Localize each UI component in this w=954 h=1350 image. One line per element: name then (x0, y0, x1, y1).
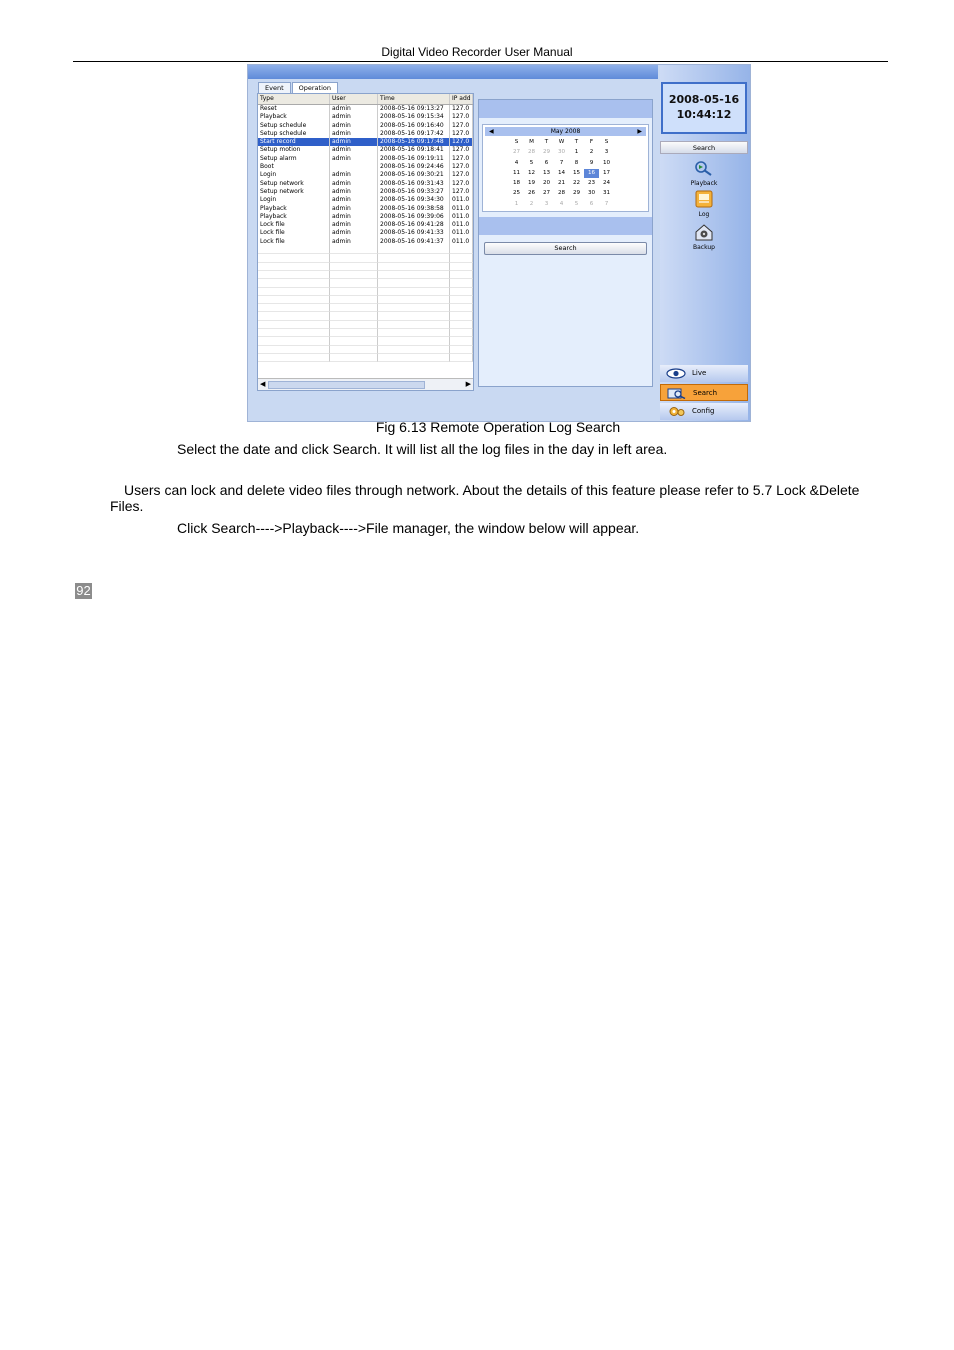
empty-row (258, 271, 473, 279)
empty-row (258, 304, 473, 312)
table-cell: Boot (258, 163, 330, 171)
table-cell (450, 296, 473, 304)
table-cell (378, 329, 450, 337)
calendar-day[interactable]: 28 (557, 190, 566, 197)
table-cell: Setup alarm (258, 155, 330, 163)
table-cell: Lock file (258, 229, 330, 237)
table-cell: 127.0 (450, 113, 473, 121)
side-item-playback[interactable] (660, 159, 748, 187)
table-cell: 011.0 (450, 229, 473, 237)
search-pane (478, 99, 653, 387)
nav-live[interactable] (660, 365, 748, 382)
table-cell: 127.0 (450, 130, 473, 138)
side-menu-title[interactable]: Search (660, 141, 748, 154)
weekday-label: S (514, 139, 519, 145)
calendar-day[interactable]: 27 (512, 149, 521, 156)
table-row[interactable] (258, 238, 473, 246)
table-cell: 2008-05-16 09:15:34 (378, 113, 450, 121)
empty-row (258, 337, 473, 345)
table-cell: 2008-05-16 09:34:30 (378, 196, 450, 204)
table-cell (378, 271, 450, 279)
col-type-header[interactable]: Type (258, 94, 330, 104)
weekday-label: F (589, 139, 594, 145)
table-cell (330, 354, 378, 362)
calendar-day[interactable]: 29 (542, 149, 551, 156)
table-cell: 2008-05-16 09:24:46 (378, 163, 450, 171)
table-cell: admin (330, 205, 378, 213)
empty-row (258, 346, 473, 354)
table-cell (330, 263, 378, 271)
table-cell (378, 263, 450, 271)
table-cell: admin (330, 180, 378, 188)
table-cell (450, 354, 473, 362)
table-cell (258, 346, 330, 354)
table-cell: 2008-05-16 09:17:42 (378, 130, 450, 138)
horizontal-scrollbar[interactable] (258, 378, 473, 390)
calendar-grid (509, 138, 648, 209)
col-ip-header[interactable]: IP add (450, 94, 473, 104)
calendar-day[interactable]: 26 (527, 190, 536, 197)
table-cell (450, 337, 473, 345)
gear-icon (666, 406, 686, 417)
table-cell: 127.0 (450, 163, 473, 171)
table-cell: Setup network (258, 180, 330, 188)
table-cell (330, 271, 378, 279)
calendar-month: May 2008 (550, 128, 581, 135)
table-row[interactable] (258, 113, 473, 121)
table-cell: Reset (258, 105, 330, 113)
header-rule (73, 61, 888, 62)
table-cell (330, 163, 378, 171)
pane-band-mid (479, 217, 652, 235)
table-cell (330, 279, 378, 287)
table-cell: 2008-05-16 09:31:43 (378, 180, 450, 188)
calendar (482, 124, 649, 212)
playback-icon (694, 159, 714, 177)
calendar-day[interactable]: 19 (527, 180, 536, 187)
table-row[interactable] (258, 229, 473, 237)
table-cell (330, 246, 378, 254)
nav-search[interactable] (660, 384, 748, 401)
table-cell: Login (258, 171, 330, 179)
log-table-body (258, 105, 473, 362)
next-month-icon[interactable]: ▶ (637, 128, 642, 135)
title-bar (248, 65, 658, 79)
table-cell: 2008-05-16 09:41:33 (378, 229, 450, 237)
table-cell: 2008-05-16 09:13:27 (378, 105, 450, 113)
table-cell (378, 304, 450, 312)
table-cell: Playback (258, 113, 330, 121)
table-row[interactable] (258, 163, 473, 171)
table-cell: Login (258, 196, 330, 204)
calendar-day[interactable]: 2 (589, 149, 594, 156)
log-table (258, 94, 473, 376)
weekday-label: W (558, 139, 565, 145)
calendar-day[interactable]: 5 (529, 159, 534, 166)
table-cell (258, 312, 330, 320)
table-cell: admin (330, 188, 378, 196)
table-cell: 2008-05-16 09:16:40 (378, 122, 450, 130)
table-row[interactable] (258, 155, 473, 163)
table-cell (378, 254, 450, 262)
table-cell: admin (330, 155, 378, 163)
calendar-day[interactable]: 21 (557, 180, 566, 187)
calendar-day[interactable]: 11 (512, 169, 521, 176)
table-cell: 127.0 (450, 171, 473, 179)
table-row[interactable] (258, 130, 473, 138)
table-cell: Setup network (258, 188, 330, 196)
log-icon (694, 190, 714, 208)
table-cell: admin (330, 105, 378, 113)
calendar-day[interactable]: 24 (602, 180, 611, 187)
table-cell (378, 346, 450, 354)
table-row[interactable] (258, 171, 473, 179)
table-cell (450, 346, 473, 354)
table-cell (258, 321, 330, 329)
table-cell: Setup motion (258, 146, 330, 154)
empty-row (258, 312, 473, 320)
table-cell (450, 246, 473, 254)
table-cell: 2008-05-16 09:18:41 (378, 146, 450, 154)
empty-row (258, 279, 473, 287)
side-panel (660, 65, 750, 421)
table-cell: 127.0 (450, 188, 473, 196)
table-cell (330, 304, 378, 312)
calendar-day[interactable]: 29 (572, 190, 581, 197)
table-cell (258, 304, 330, 312)
table-row[interactable] (258, 138, 473, 146)
calendar-day[interactable]: 30 (587, 190, 596, 197)
table-cell (450, 288, 473, 296)
table-cell: 011.0 (450, 221, 473, 229)
table-cell: Setup schedule (258, 122, 330, 130)
calendar-day[interactable]: 7 (604, 200, 609, 207)
calendar-day[interactable]: 14 (557, 169, 566, 176)
calendar-day[interactable]: 16 (584, 169, 599, 178)
calendar-day[interactable]: 3 (544, 200, 549, 207)
calendar-day[interactable]: 13 (542, 169, 551, 176)
table-cell: admin (330, 196, 378, 204)
table-row[interactable] (258, 205, 473, 213)
table-cell (330, 312, 378, 320)
calendar-day[interactable]: 12 (527, 169, 536, 176)
clock-time: 10:44:12 (676, 108, 732, 121)
log-list-pane (257, 93, 474, 391)
calendar-day[interactable]: 10 (602, 159, 611, 166)
table-row[interactable] (258, 213, 473, 221)
table-cell: 127.0 (450, 146, 473, 154)
calendar-day[interactable]: 27 (542, 190, 551, 197)
table-cell: 2008-05-16 09:41:28 (378, 221, 450, 229)
table-cell (258, 254, 330, 262)
col-user-header[interactable]: User (330, 94, 378, 104)
side-item-label: Backup (693, 244, 715, 251)
scroll-left-icon[interactable]: ◀ (260, 380, 266, 388)
col-time-header[interactable]: Time (378, 94, 450, 104)
pane-band-top (479, 100, 652, 118)
table-cell (258, 354, 330, 362)
table-cell (258, 337, 330, 345)
table-cell (330, 337, 378, 345)
figure-caption: Fig 6.13 Remote Operation Log Search (375, 419, 621, 435)
table-cell: admin (330, 146, 378, 154)
table-row[interactable] (258, 105, 473, 113)
search-icon (667, 388, 687, 399)
calendar-day[interactable]: 17 (602, 169, 611, 176)
calendar-day[interactable]: 25 (512, 190, 521, 197)
table-cell: Lock file (258, 221, 330, 229)
table-cell (330, 296, 378, 304)
calendar-day[interactable]: 4 (514, 159, 519, 166)
table-cell: admin (330, 238, 378, 246)
calendar-day[interactable]: 28 (527, 149, 536, 156)
table-cell (378, 321, 450, 329)
table-cell (378, 246, 450, 254)
search-button[interactable]: Search (484, 242, 647, 255)
clock-date: 2008-05-16 (668, 93, 740, 106)
weekday-label: T (574, 139, 579, 145)
paragraph-lock-delete: Users can lock and delete video files through network. About the details of this feature please refer to 5.7 Lock &Delete (124, 482, 860, 498)
calendar-day[interactable]: 15 (572, 169, 581, 176)
table-cell: admin (330, 213, 378, 221)
calendar-day[interactable]: 31 (602, 190, 611, 197)
calendar-day[interactable]: 1 (514, 200, 519, 207)
calendar-day[interactable]: 18 (512, 180, 521, 187)
side-item-log[interactable] (660, 190, 748, 218)
table-cell: 127.0 (450, 155, 473, 163)
table-cell: 011.0 (450, 213, 473, 221)
page-number: 92 (76, 583, 91, 598)
calendar-day[interactable]: 20 (542, 180, 551, 187)
table-cell: 011.0 (450, 205, 473, 213)
side-item-label: Log (698, 211, 710, 218)
eye-icon (666, 368, 686, 379)
table-cell (258, 288, 330, 296)
empty-row (258, 254, 473, 262)
backup-icon (694, 223, 714, 241)
table-cell: 127.0 (450, 122, 473, 130)
table-cell: 011.0 (450, 196, 473, 204)
weekday-label: M (529, 139, 534, 145)
table-cell (330, 329, 378, 337)
empty-row (258, 296, 473, 304)
table-cell: 2008-05-16 09:41:37 (378, 238, 450, 246)
table-row[interactable] (258, 180, 473, 188)
calendar-day[interactable]: 2 (529, 200, 534, 207)
weekday-label: T (544, 139, 549, 145)
table-cell (378, 279, 450, 287)
empty-row (258, 354, 473, 362)
table-cell (258, 263, 330, 271)
paragraph-lock-delete-cont: Files. (110, 498, 144, 514)
table-cell: 2008-05-16 09:38:58 (378, 205, 450, 213)
table-cell: admin (330, 221, 378, 229)
scrollbar-thumb[interactable] (268, 381, 425, 389)
calendar-day[interactable]: 9 (589, 159, 594, 166)
table-cell (330, 254, 378, 262)
table-cell: 2008-05-16 09:19:11 (378, 155, 450, 163)
table-cell: 2008-05-16 09:30:21 (378, 171, 450, 179)
table-cell: Setup schedule (258, 130, 330, 138)
table-cell: Playback (258, 205, 330, 213)
table-cell (450, 263, 473, 271)
nav-config[interactable] (660, 403, 748, 420)
table-row[interactable] (258, 122, 473, 130)
table-cell: 127.0 (450, 138, 473, 146)
table-cell: admin (330, 171, 378, 179)
table-cell: 2008-05-16 09:39:06 (378, 213, 450, 221)
paragraph-select-date: Select the date and click Search. It will list all the log files in the day in left area. (177, 441, 668, 457)
table-cell (330, 288, 378, 296)
table-cell (450, 321, 473, 329)
table-cell (258, 279, 330, 287)
table-cell (258, 296, 330, 304)
table-cell: admin (330, 229, 378, 237)
table-cell (258, 271, 330, 279)
nav-live-label: Live (692, 369, 707, 377)
table-row[interactable] (258, 188, 473, 196)
nav-config-label: Config (692, 407, 715, 415)
table-cell (450, 254, 473, 262)
empty-row (258, 321, 473, 329)
table-cell: 011.0 (450, 238, 473, 246)
table-cell (378, 288, 450, 296)
table-cell (378, 337, 450, 345)
table-cell (450, 304, 473, 312)
table-cell (378, 296, 450, 304)
empty-row (258, 329, 473, 337)
table-cell (378, 312, 450, 320)
prev-month-icon[interactable]: ◀ (489, 128, 494, 135)
empty-row (258, 263, 473, 271)
table-cell: Start record (258, 138, 330, 146)
table-cell: admin (330, 130, 378, 138)
table-cell (450, 271, 473, 279)
log-tabs (258, 82, 338, 93)
tab-operation[interactable]: Operation (292, 82, 338, 93)
tab-event[interactable]: Event (258, 82, 291, 93)
table-cell (450, 279, 473, 287)
dvr-screenshot (247, 64, 751, 422)
calendar-header (485, 127, 646, 136)
table-row[interactable] (258, 146, 473, 154)
table-cell (258, 329, 330, 337)
table-cell (450, 329, 473, 337)
weekday-label: S (604, 139, 609, 145)
table-cell: 127.0 (450, 105, 473, 113)
table-cell (330, 346, 378, 354)
calendar-day[interactable]: 8 (574, 159, 579, 166)
calendar-day[interactable]: 7 (559, 159, 564, 166)
side-item-backup[interactable] (660, 223, 748, 251)
log-table-header (258, 94, 473, 105)
empty-row (258, 246, 473, 254)
table-row[interactable] (258, 221, 473, 229)
table-cell (378, 354, 450, 362)
table-cell (450, 312, 473, 320)
table-cell: Lock file (258, 238, 330, 246)
scroll-right-icon[interactable]: ▶ (465, 380, 471, 388)
clock (661, 82, 747, 134)
table-cell (330, 321, 378, 329)
calendar-day[interactable]: 5 (574, 200, 579, 207)
table-cell: admin (330, 122, 378, 130)
table-cell: admin (330, 113, 378, 121)
side-item-label: Playback (690, 180, 718, 187)
table-row[interactable] (258, 196, 473, 204)
calendar-day[interactable]: 22 (572, 180, 581, 187)
calendar-day[interactable]: 3 (604, 149, 609, 156)
nav-search-label: Search (693, 389, 718, 397)
table-cell: 2008-05-16 09:33:27 (378, 188, 450, 196)
paragraph-click-search: Click Search---->Playback---->File manager, the window below will appear. (177, 520, 640, 536)
calendar-day[interactable]: 23 (587, 180, 596, 187)
table-cell (258, 246, 330, 254)
calendar-day[interactable]: 30 (557, 149, 566, 156)
empty-row (258, 288, 473, 296)
calendar-day[interactable]: 1 (574, 149, 579, 156)
table-cell: 127.0 (450, 180, 473, 188)
calendar-day[interactable]: 6 (544, 159, 549, 166)
running-header: Digital Video Recorder User Manual (381, 45, 573, 59)
table-cell: Playback (258, 213, 330, 221)
calendar-day[interactable]: 6 (589, 200, 594, 207)
table-cell: 2008-05-16 09:17:48 (378, 138, 450, 146)
table-cell: admin (330, 138, 378, 146)
calendar-day[interactable]: 4 (559, 200, 564, 207)
